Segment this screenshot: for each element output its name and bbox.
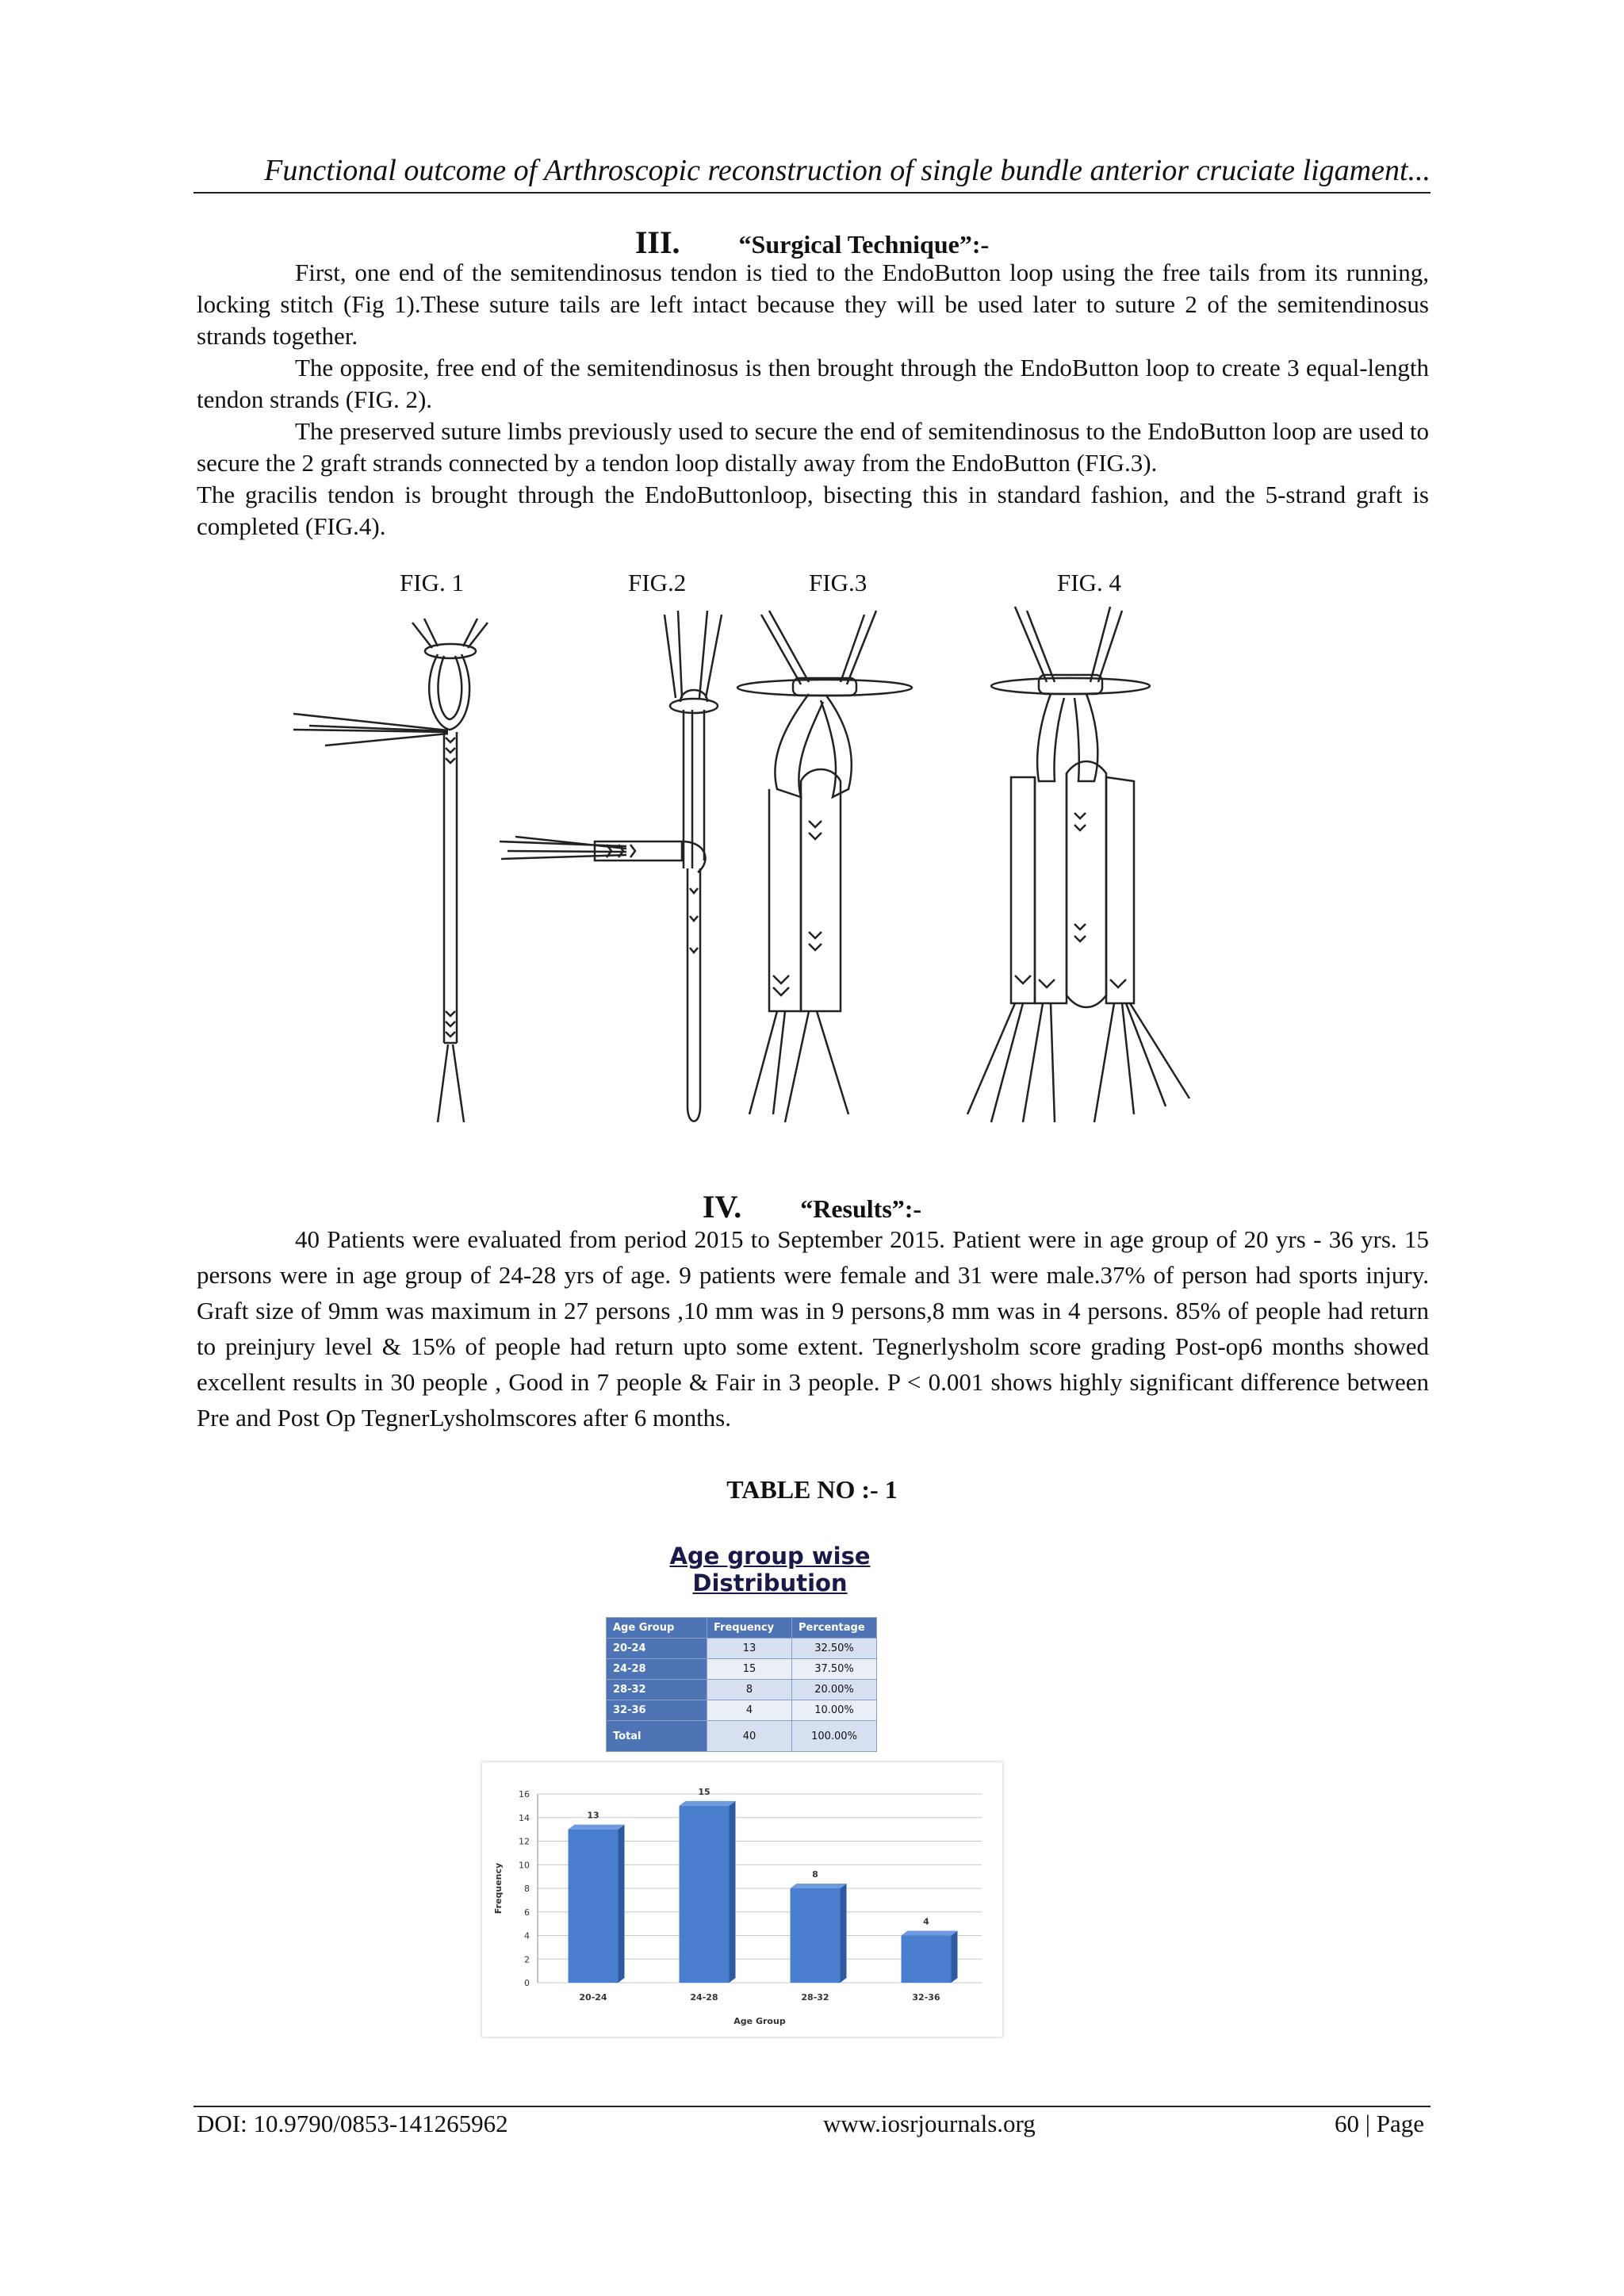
table-cell: 15 bbox=[707, 1659, 792, 1680]
footer-doi: DOI: 10.9790/0853-141265962 bbox=[197, 2110, 508, 2137]
surgical-figures bbox=[293, 599, 1277, 1130]
table-caption bbox=[0, 1475, 1624, 1504]
fig-3-label: FIG.3 bbox=[809, 569, 868, 596]
section-3-body bbox=[197, 257, 1429, 542]
section-3-para-4: The gracilis tendon is brought through the EndoButtonloop, bisecting this in standard fashion, and the 5-strand graft is completed (FIG.4). bbox=[197, 481, 1429, 540]
table-cell: 24-28 bbox=[607, 1659, 707, 1680]
y-tick-label: 14 bbox=[519, 1812, 530, 1823]
table-cell: 40 bbox=[707, 1721, 792, 1752]
bar-side bbox=[841, 1884, 847, 1983]
bar bbox=[680, 1806, 730, 1983]
y-tick-label: 16 bbox=[519, 1789, 530, 1800]
bar-side bbox=[730, 1801, 736, 1983]
x-tick-label: 24-28 bbox=[690, 1992, 718, 2003]
fig-4-label: FIG. 4 bbox=[1057, 569, 1121, 596]
y-tick-label: 0 bbox=[524, 1978, 530, 1988]
bar bbox=[902, 1936, 952, 1984]
bar-top bbox=[791, 1884, 847, 1888]
bar-side bbox=[619, 1825, 625, 1983]
table-cell: 28-32 bbox=[607, 1680, 707, 1700]
y-tick-label: 4 bbox=[524, 1930, 530, 1941]
age-table-header: Age Group bbox=[607, 1618, 707, 1639]
age-chart bbox=[482, 1762, 1002, 2037]
table-row bbox=[607, 1700, 877, 1721]
table-cell: 4 bbox=[707, 1700, 792, 1721]
x-tick-label: 20-24 bbox=[579, 1992, 607, 2003]
age-chart-svg bbox=[482, 1762, 1002, 2037]
table-total-row bbox=[607, 1721, 877, 1752]
bar-top bbox=[902, 1931, 958, 1936]
age-table-header: Percentage bbox=[792, 1618, 877, 1639]
y-tick-label: 12 bbox=[519, 1836, 530, 1847]
section-3-title: “Surgical Technique”:- bbox=[738, 230, 990, 259]
table-cell: 32.50% bbox=[792, 1639, 877, 1659]
header-rule bbox=[193, 192, 1431, 194]
y-axis-title: Frequency bbox=[493, 1862, 504, 1915]
table-cell: 13 bbox=[707, 1639, 792, 1659]
bar-side bbox=[952, 1931, 958, 1984]
table-cell: 10.00% bbox=[792, 1700, 877, 1721]
bar-top bbox=[569, 1825, 625, 1830]
fig-3-illustration bbox=[737, 611, 912, 1122]
section-3-para-2: The opposite, free end of the semitendinosus is then brought through the EndoButton loop to create 3 equal-length tendon strands (FIG. 2). bbox=[197, 354, 1429, 413]
fig-4-illustration bbox=[967, 607, 1189, 1122]
fig-1-illustration bbox=[293, 619, 488, 1122]
y-tick-label: 6 bbox=[524, 1907, 530, 1918]
footer-website: www.iosrjournals.org bbox=[823, 2110, 1036, 2137]
table-cell: Total bbox=[607, 1721, 707, 1752]
fig-2-illustration bbox=[500, 611, 722, 1121]
y-tick-label: 2 bbox=[524, 1954, 530, 1965]
age-table-header: Frequency bbox=[707, 1618, 792, 1639]
bar-top bbox=[680, 1801, 736, 1806]
x-tick-label: 32-36 bbox=[912, 1992, 940, 2003]
table-caption-text: TABLE NO :- 1 bbox=[726, 1475, 898, 1504]
section-3-heading bbox=[0, 224, 1624, 261]
table-cell: 8 bbox=[707, 1680, 792, 1700]
y-tick-label: 8 bbox=[524, 1884, 530, 1894]
section-4-number: IV. bbox=[702, 1189, 742, 1225]
data-label: 13 bbox=[587, 1810, 599, 1821]
table-cell: 32-36 bbox=[607, 1700, 707, 1721]
fig-2-label: FIG.2 bbox=[628, 569, 687, 596]
section-4-para-1: 40 Patients were evaluated from period 2015 to September 2015. Patient were in age group of 20 yrs - 36 yrs. 15 persons were in age group of 24-28 yrs of age. 9 patients were female and 31 were male.37% of person had sports injury. Graft size of 9mm was maximum in 27 persons ,10 mm was in 9 persons,8 mm was in 4 persons. 85% of people had return to preinjury level & 15% of people had return upto some extent. Tegnerlysholm score grading Post-op6 months showed excellent results in 30 people , Good in 7 people & Fair in 3 people. P < 0.001 shows highly significant difference between Pre and Post Op TegnerLysholmscores after 6 months. bbox=[197, 1225, 1429, 1432]
table-cell: 37.50% bbox=[792, 1659, 877, 1680]
section-3-para-3: The preserved suture limbs previously used to secure the end of semitendinosus to the EndoButton loop are used to secure the 2 graft strands connected by a tendon loop distally away from the EndoButton (FIG.3). bbox=[197, 417, 1429, 477]
data-label: 4 bbox=[923, 1916, 929, 1927]
y-tick-label: 10 bbox=[519, 1860, 530, 1871]
table-row bbox=[607, 1639, 877, 1659]
bar bbox=[791, 1888, 841, 1983]
section-3-number: III. bbox=[634, 224, 680, 260]
footer-rule bbox=[193, 2106, 1431, 2107]
running-header: Functional outcome of Arthroscopic reconstruction of single bundle anterior cruciate ligament... bbox=[264, 154, 1431, 187]
data-label: 8 bbox=[812, 1869, 818, 1880]
age-table-block bbox=[599, 1543, 940, 1752]
table-row bbox=[607, 1680, 877, 1700]
table-row bbox=[607, 1659, 877, 1680]
bar bbox=[569, 1830, 619, 1983]
section-4-title: “Results”:- bbox=[800, 1194, 922, 1223]
table-cell: 20-24 bbox=[607, 1639, 707, 1659]
x-tick-label: 28-32 bbox=[801, 1992, 829, 2003]
table-cell: 20.00% bbox=[792, 1680, 877, 1700]
age-table-title: Age group wise Distribution bbox=[669, 1543, 871, 1596]
section-4-body bbox=[197, 1221, 1429, 1435]
section-4-heading bbox=[0, 1188, 1624, 1225]
table-cell: 100.00% bbox=[792, 1721, 877, 1752]
data-label: 15 bbox=[698, 1786, 710, 1797]
age-table bbox=[606, 1617, 877, 1752]
section-3-para-1: First, one end of the semitendinosus tendon is tied to the EndoButton loop using the free tails from its running, locking stitch (Fig 1).These suture tails are left intact because they will be used later to suture 2 of the semitendinosus strands together. bbox=[197, 259, 1429, 350]
footer-page-number: 60 | Page bbox=[1335, 2110, 1424, 2137]
fig-1-label: FIG. 1 bbox=[400, 569, 464, 596]
x-axis-title: Age Group bbox=[733, 2016, 786, 2026]
